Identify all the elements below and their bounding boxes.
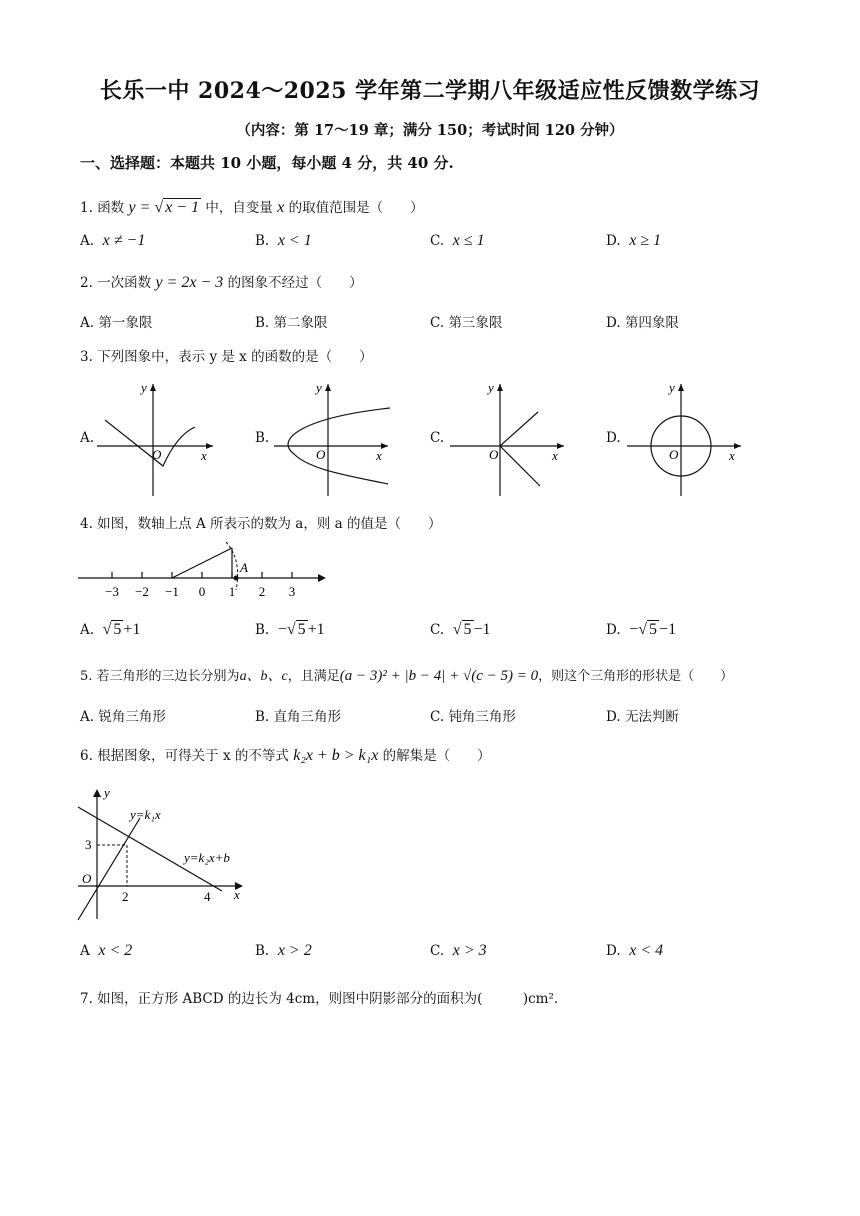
q6-line1-label: y=k₁x — [130, 807, 161, 822]
q1-option-b: B. x < 1 — [255, 232, 312, 249]
q2-expr: y = 2x − 3 — [155, 274, 224, 291]
q1-mid: 中，自变量 — [205, 200, 273, 216]
section-heading-choice: 一、选择题：本题共 10 小题，每小题 4 分，共 40 分. — [80, 154, 454, 172]
q1-option-c: C. x ≤ 1 — [430, 232, 485, 249]
q6-option-d: D. x < 4 — [606, 942, 664, 959]
question-3: 3. 下列图象中，表示 y 是 x 的函数的是（ ） — [80, 349, 373, 365]
q3a-x-label: x — [201, 448, 207, 463]
q1-number: 1. — [80, 200, 93, 216]
q2-option-a: A. 第一象限 — [80, 315, 153, 331]
q3-option-a: A. — [80, 430, 95, 446]
q3-graph-d — [625, 380, 745, 500]
q5-option-a: A. 锐角三角形 — [80, 709, 166, 725]
question-7: 7. 如图，正方形 ABCD 的边长为 4cm，则图中阴影部分的面积为( )cm². — [80, 991, 559, 1007]
q1-expr: y = √ x − 1 — [128, 199, 200, 216]
q6-x-tick-4: 4 — [204, 889, 211, 904]
q4-tick-label: 0 — [198, 584, 206, 599]
q6-graph — [76, 785, 256, 925]
svg-text:O: O — [669, 447, 679, 462]
q4-option-b: B. −√ 5 +1 — [255, 621, 325, 638]
question-5: 5. 若三角形的三边长分别为a、b、c，且满足(a − 3)² + |b − 4| + √(c − 5) = 0，则这个三角形的形状是（ ） — [80, 668, 734, 684]
svg-text:x: x — [234, 887, 240, 902]
q4-tick-label: −1 — [165, 584, 179, 599]
q1-option-a: A. x ≠ −1 — [80, 232, 146, 249]
svg-text:y: y — [669, 380, 675, 395]
svg-text:y: y — [488, 380, 494, 395]
question-6: 6. 根据图象，可得关于 x 的不等式 k₂x + b > k₁x 的解集是（ ） — [80, 747, 491, 764]
q5-expr: (a − 3)² + |b − 4| + √(c − 5) = 0 — [339, 668, 539, 684]
q2-option-c: C. 第三象限 — [430, 315, 503, 331]
q6-option-a: A x < 2 — [80, 942, 133, 959]
page-subtitle: （内容：第 17～19 章；满分 150；考试时间 120 分钟） — [236, 122, 624, 139]
question-4: 4. 如图，数轴上点 A 所表示的数为 a，则 a 的值是（ ） — [80, 516, 442, 532]
q2-option-d: D. 第四象限 — [606, 315, 679, 331]
q6-expr: k₂x + b > k₁x — [293, 747, 379, 764]
question-1 — [80, 196, 424, 217]
q5-option-b: B. 直角三角形 — [255, 709, 342, 725]
svg-text:O: O — [489, 447, 499, 462]
q1-post: 的取值范围是（ ） — [288, 200, 424, 216]
q3-graph-c — [448, 380, 568, 500]
svg-text:x: x — [376, 448, 382, 463]
q4-option-c: C. √ 5 −1 — [430, 621, 491, 638]
q4-option-a: A. √ 5 +1 — [80, 621, 141, 638]
q1-option-d: D. x ≥ 1 — [606, 232, 662, 249]
q4-number-line — [76, 538, 336, 606]
q3-option-d: D. — [606, 430, 621, 446]
svg-text:O: O — [316, 447, 326, 462]
q4-option-d: D. −√ 5 −1 — [606, 621, 677, 638]
q4-tick-label: −3 — [105, 584, 119, 599]
q3-graph-b — [270, 380, 390, 500]
question-2: 2. 一次函数 y = 2x − 3 的图象不经过（ ） — [80, 274, 363, 291]
q6-option-c: C. x > 3 — [430, 942, 487, 959]
q4-tick-label: −2 — [135, 584, 149, 599]
svg-text:y: y — [104, 785, 110, 800]
svg-text:y: y — [316, 380, 322, 395]
q3-option-b: B. — [255, 430, 270, 446]
q1-var: x — [277, 199, 285, 216]
q4-tick-label: 2 — [258, 584, 266, 599]
q3a-y-label: y — [141, 380, 147, 395]
q6-origin: O — [82, 871, 92, 886]
q1-pre: 函数 — [97, 200, 125, 216]
q3-graph-a — [95, 380, 215, 500]
q3-option-c: C. — [430, 430, 445, 446]
q3a-origin: O — [152, 447, 162, 462]
page-title: 长乐一中 2024～2025 学年第二学期八年级适应性反馈数学练习 — [99, 78, 761, 104]
q6-x-tick-2: 2 — [122, 889, 129, 904]
q6-line2-label: y=k₂x+b — [184, 850, 230, 865]
q6-option-b: B. x > 2 — [255, 942, 312, 959]
q4-point-label: A — [240, 560, 248, 575]
q6-y-tick: 3 — [85, 837, 92, 852]
q2-option-b: B. 第二象限 — [255, 315, 328, 331]
svg-text:x: x — [552, 448, 558, 463]
svg-text:x: x — [729, 448, 735, 463]
q5-option-d: D. 无法判断 — [606, 709, 679, 725]
q4-tick-label: 1 — [228, 584, 236, 599]
q4-tick-label: 3 — [288, 584, 296, 599]
q5-option-c: C. 钝角三角形 — [430, 709, 516, 725]
